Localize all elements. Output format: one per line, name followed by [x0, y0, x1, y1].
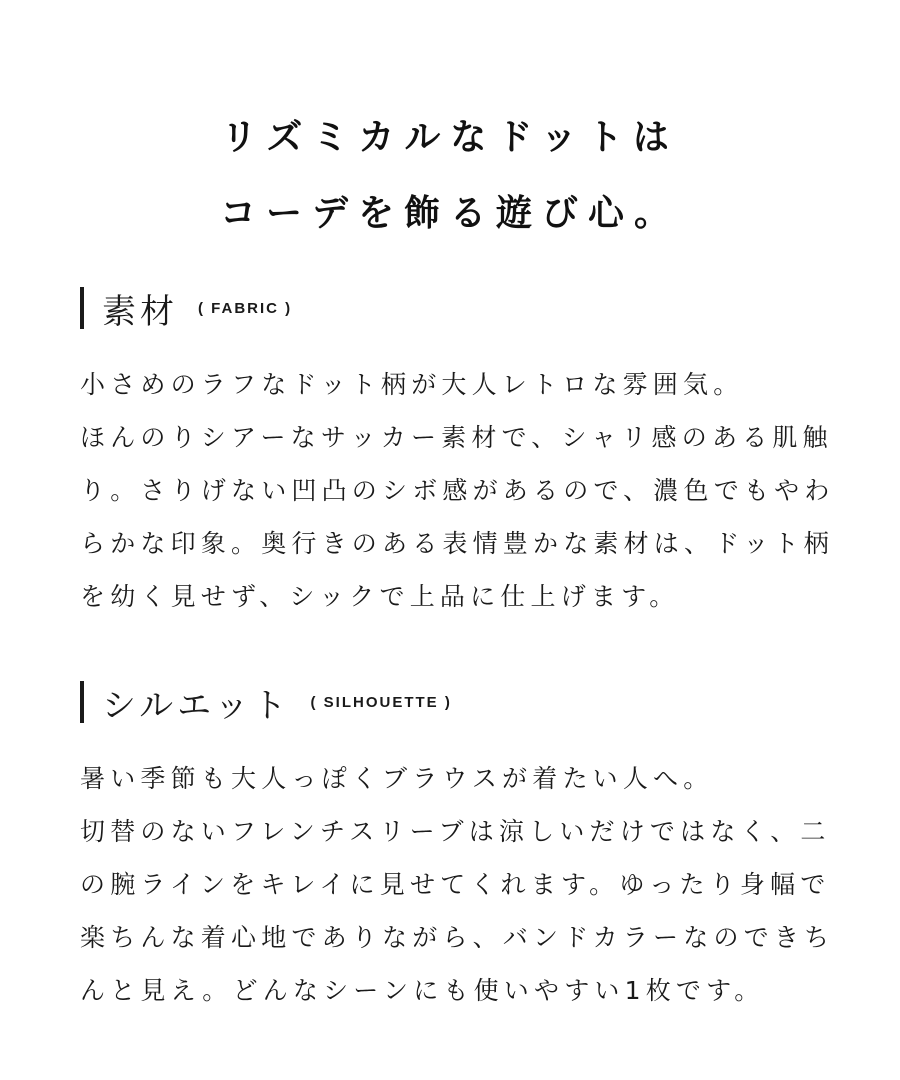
- fabric-line: 小さめのラフなドット柄が大人レトロな雰囲気。: [80, 370, 744, 399]
- silhouette-title: シルエット: [102, 685, 291, 726]
- headline: [0, 100, 900, 252]
- fabric-description: [80, 358, 840, 623]
- fabric-line: を幼く見せず、シックで上品に仕上げます。: [80, 582, 680, 611]
- heading-bar: [80, 287, 84, 329]
- silhouette-section: [80, 680, 840, 1017]
- silhouette-line: んと見え。どんなシーンにも使いやすい1枚です。: [80, 976, 765, 1005]
- fabric-heading: [80, 286, 840, 330]
- silhouette-subtitle: ( SILHOUETTE ): [310, 693, 452, 711]
- fabric-section: [80, 286, 840, 623]
- headline-line-2: コーデを飾る遊び心。: [219, 193, 680, 234]
- silhouette-description: [80, 752, 840, 1017]
- silhouette-line: 楽ちんな着心地でありながら、バンドカラーなのできち: [80, 923, 835, 952]
- fabric-line: り。さりげない凹凸のシボ感があるので、濃色でもやわ: [80, 476, 835, 505]
- heading-bar: [80, 681, 84, 723]
- silhouette-line: 暑い季節も大人っぽくブラウスが着たい人へ。: [80, 764, 714, 793]
- silhouette-line: の腕ラインをキレイに見せてくれます。ゆったり身幅で: [80, 870, 831, 899]
- silhouette-line: 切替のないフレンチスリーブは涼しいだけではなく、二: [80, 817, 831, 846]
- headline-line-1: リズミカルなドットは: [221, 117, 679, 158]
- silhouette-heading: [80, 680, 840, 724]
- fabric-line: らかな印象。奥行きのある表情豊かな素材は、ドット柄: [80, 529, 835, 558]
- fabric-line: ほんのりシアーなサッカー素材で、シャリ感のある肌触: [80, 423, 833, 452]
- fabric-title: 素材: [102, 291, 178, 332]
- fabric-subtitle: ( FABRIC ): [198, 299, 293, 317]
